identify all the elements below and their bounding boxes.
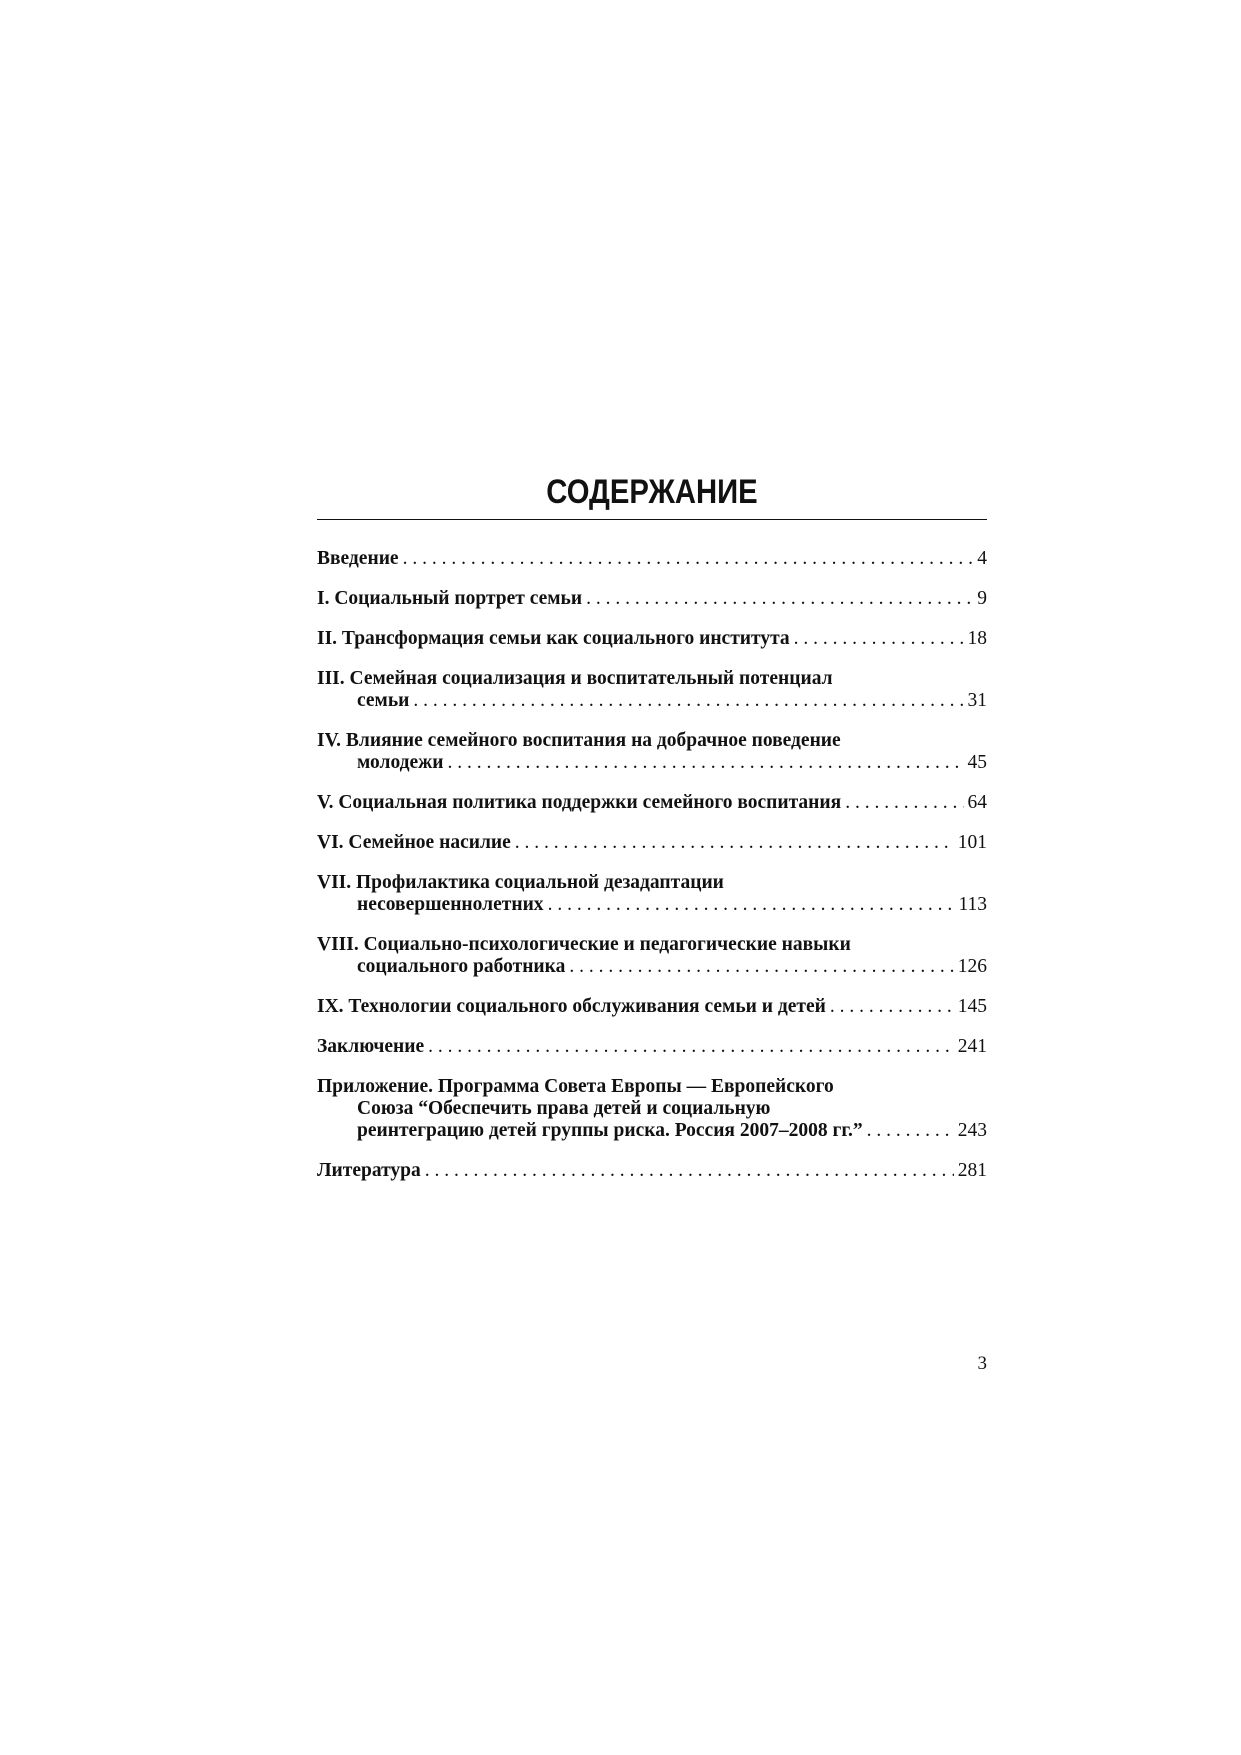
toc-entry-line — [317, 996, 987, 1018]
dot-leader — [867, 1120, 954, 1142]
toc-entry — [317, 1036, 987, 1058]
dot-leader — [845, 792, 963, 814]
toc-entry-title: семьи — [357, 690, 410, 711]
toc-entry-title-line: VII. Профилактика социальной дезадаптации — [317, 872, 724, 893]
toc-entry-title: реинтеграцию детей группы риска. Россия 2007–2008 гг.” — [357, 1120, 863, 1141]
title-rule — [317, 519, 987, 520]
dot-leader — [586, 588, 973, 610]
toc-entry-title: Заключение — [317, 1036, 425, 1057]
toc-entry-page: 4 — [977, 548, 987, 569]
toc-entry-page: 101 — [957, 832, 987, 853]
toc-entry-line — [317, 956, 987, 978]
toc-entry-line — [317, 690, 987, 712]
toc-entry-title-line: VIII. Социально-психологические и педагогические навыки — [317, 934, 851, 955]
dot-leader — [515, 832, 954, 854]
dot-leader — [448, 752, 964, 774]
dot-leader — [403, 548, 974, 570]
dot-leader — [548, 894, 955, 916]
dot-leader — [569, 956, 953, 978]
table-of-contents — [317, 548, 987, 1200]
toc-entry-line — [317, 1160, 987, 1182]
toc-entry-title-line: III. Семейная социализация и воспитательный потенциал — [317, 668, 833, 689]
toc-entry-page: 145 — [957, 996, 987, 1017]
dot-leader — [794, 628, 964, 650]
toc-entry — [317, 832, 987, 854]
toc-entry-title-line: Союза “Обеспечить права детей и социальную — [357, 1098, 771, 1119]
toc-entry-title: Литература — [317, 1160, 421, 1181]
toc-entry — [317, 730, 987, 774]
toc-entry-line — [317, 1036, 987, 1058]
toc-entry-title: Введение — [317, 548, 399, 569]
toc-entry-page: 64 — [967, 792, 987, 813]
toc-entry — [317, 934, 987, 978]
dot-leader — [830, 996, 954, 1018]
toc-entry-line — [317, 548, 987, 570]
toc-entry-title: V. Социальная политика поддержки семейного воспитания — [317, 792, 842, 813]
toc-entry-page: 126 — [957, 956, 987, 977]
toc-entry-line — [317, 1120, 987, 1142]
toc-entry — [317, 792, 987, 814]
toc-entry-line — [317, 894, 987, 916]
toc-entry — [317, 996, 987, 1018]
toc-entry-title: II. Трансформация семьи как социального института — [317, 628, 790, 649]
toc-entry-line — [317, 752, 987, 774]
dot-leader — [425, 1160, 954, 1182]
toc-entry — [317, 872, 987, 916]
dot-leader — [428, 1036, 954, 1058]
toc-entry-line — [317, 628, 987, 650]
toc-entry-title: I. Социальный портрет семьи — [317, 588, 583, 609]
toc-entry — [317, 548, 987, 570]
toc-entry-page: 241 — [957, 1036, 987, 1057]
toc-entry — [317, 668, 987, 712]
toc-entry-line — [317, 588, 987, 610]
toc-entry — [317, 1160, 987, 1182]
toc-entry-page: 9 — [977, 588, 987, 609]
page-number: 3 — [977, 1353, 987, 1374]
toc-entry-page: 31 — [967, 690, 987, 711]
toc-entry — [317, 628, 987, 650]
toc-entry — [317, 1076, 987, 1142]
toc-entry — [317, 588, 987, 610]
toc-entry-line — [317, 832, 987, 854]
dot-leader — [413, 690, 963, 712]
toc-entry-line — [317, 792, 987, 814]
toc-entry-title: IX. Технологии социального обслуживания семьи и детей — [317, 996, 826, 1017]
toc-entry-title-line: IV. Влияние семейного воспитания на добрачное поведение — [317, 730, 841, 751]
toc-entry-title: VI. Семейное насилие — [317, 832, 511, 853]
toc-entry-page: 243 — [957, 1120, 987, 1141]
page-title: СОДЕРЖАНИЕ — [546, 473, 758, 511]
toc-entry-page: 113 — [958, 894, 987, 915]
toc-entry-title-line: Приложение. Программа Совета Европы — Европейского — [317, 1076, 834, 1097]
toc-entry-page: 281 — [957, 1160, 987, 1181]
toc-entry-title: молодежи — [357, 752, 444, 773]
toc-entry-page: 18 — [967, 628, 987, 649]
toc-entry-title: социального работника — [357, 956, 566, 977]
toc-entry-title: несовершеннолетних — [357, 894, 544, 915]
toc-entry-page: 45 — [967, 752, 987, 773]
